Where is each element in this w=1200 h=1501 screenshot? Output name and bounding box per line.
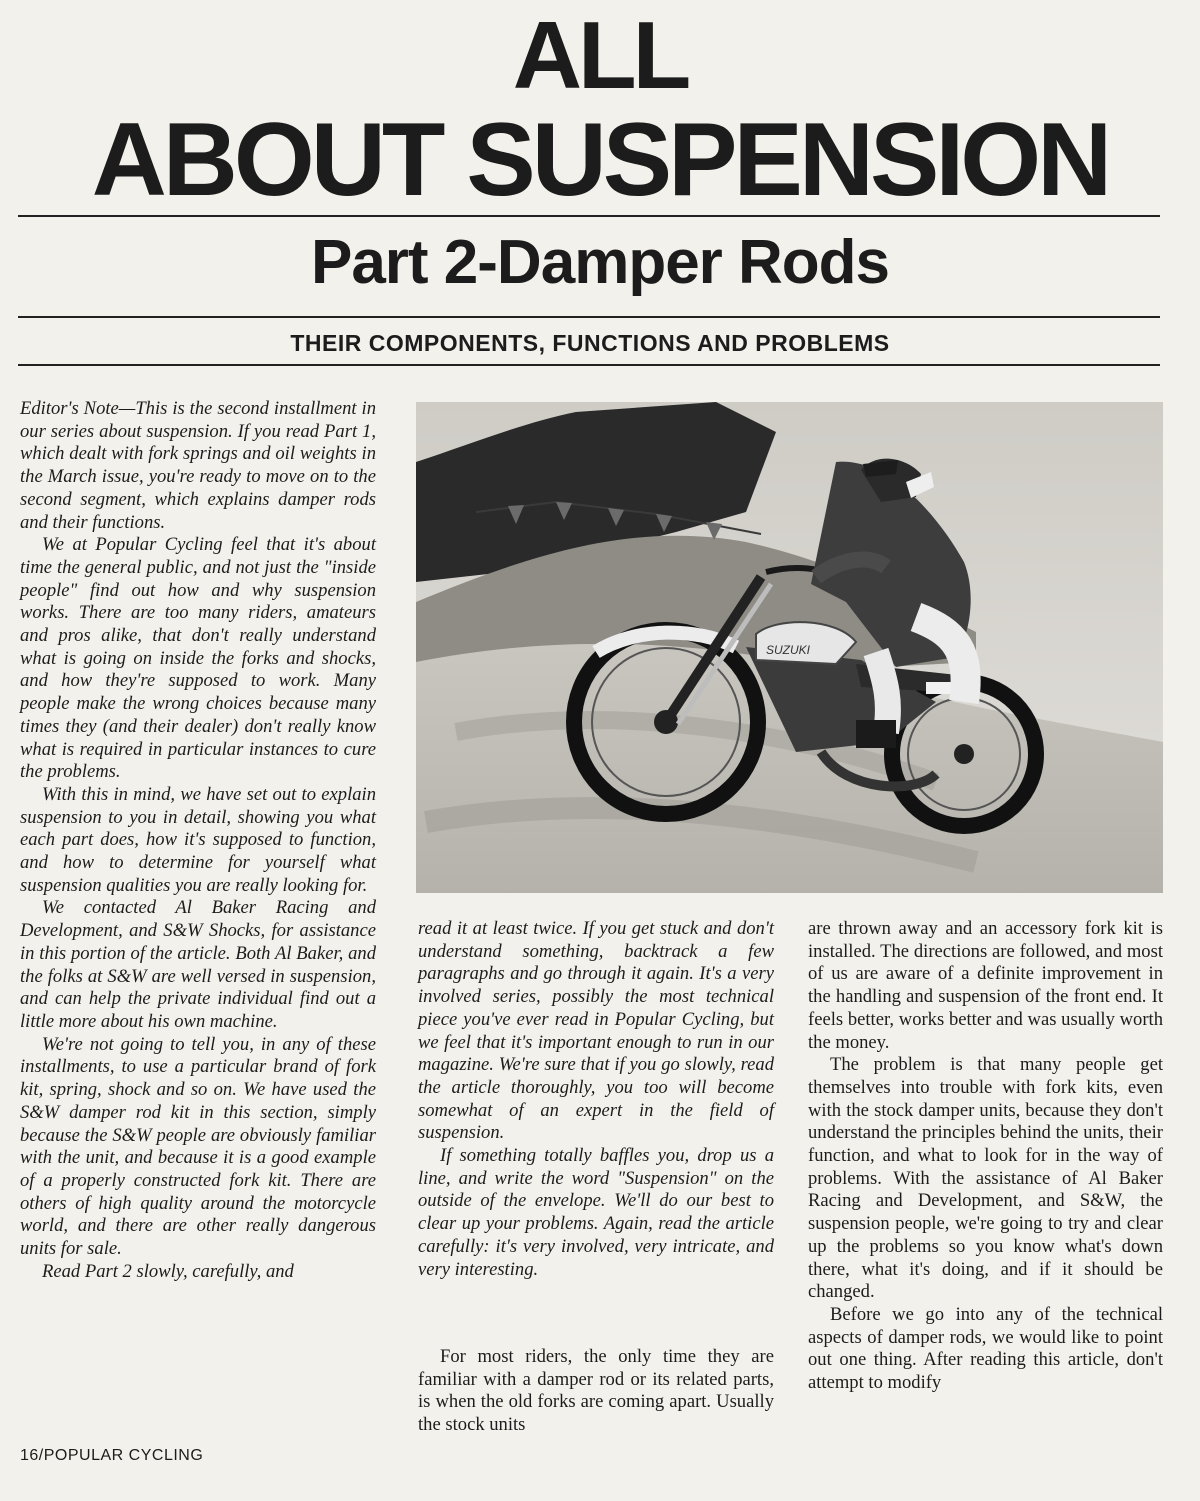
- subtitle: Part 2-Damper Rods: [310, 228, 890, 297]
- tank-lettering: SUZUKI: [766, 643, 811, 657]
- body-paragraph: For most riders, the only time they are familiar with a damper rod or its related parts, is when the old forks are coming apart. Usually the stock units: [418, 1346, 774, 1436]
- motorcycle-photo: [416, 402, 1163, 893]
- body-paragraph: Before we go into any of the technical aspects of damper rods, we would like to point out one thing. After reading this article, don't attempt to modify: [808, 1303, 1163, 1394]
- rule-middle: [18, 316, 1160, 318]
- page-folio: 16/POPULAR CYCLING: [20, 1447, 204, 1464]
- intro-paragraph: We're not going to tell you, in any of these installments, to use a particular brand of fork kit, spring, shock and so on. We have used the S&W damper rod kit in this section, simply because the S&W people are obviously familiar with the unit, and because it is a good example of a properly constructed fork kit. There are others of high quality around the motorcycle world, and there are other really dangerous units for sale.: [20, 1033, 376, 1260]
- intro-paragraph: Read Part 2 slowly, carefully, and: [42, 1260, 294, 1282]
- intro-paragraph: Editor's Note—This is the second installment in our series about suspension. If you read Part 1, which dealt with fork springs and oil weights in the March issue, you're ready to move on to the second segment, which explains damper rods and their functions.: [20, 398, 376, 533]
- body-paragraph-continued: are thrown away and an accessory fork kit is installed. The directions are followed, and most of us are aware of a definite improvement in the handling and suspension of the front end. It feels better, works better and was usually worth the money.: [808, 918, 1163, 1053]
- intro-paragraph: With this in mind, we have set out to explain suspension to you in detail, showing you what each part does, how it's supposed to function, and how to determine for yourself what suspension qualities you are really looking for.: [20, 783, 376, 896]
- column-3: [808, 918, 1163, 1395]
- headline-line-1: ALL: [512, 2, 688, 109]
- intro-paragraph: We contacted Al Baker Racing and Development, and S&W Shocks, for assistance in this portion of the article. Both Al Baker, and the folks at S&W are well versed in suspension, and can help the private individual find out a little more about his own machine.: [20, 897, 376, 1032]
- kicker-line: THEIR COMPONENTS, FUNCTIONS AND PROBLEMS: [290, 330, 890, 356]
- column-1-intro: [20, 398, 376, 1283]
- photo-illustration: [416, 402, 1163, 893]
- intro-paragraph: We at Popular Cycling feel that it's about time the general public, and not just the "inside people" find out how and why suspension works. There are too many riders, amateurs and pros alike, that don't really understand what is going on inside the forks and shocks, and how they're supposed to work. Many people make the wrong choices because many times they (and their dealer) don't really know what is required in particular instances to cure the problems.: [20, 534, 376, 783]
- body-paragraph: The problem is that many people get themselves into trouble with fork kits, even with the stock damper units, because they don't understand the principles behind the units, their function, and what to look for in the way of problems. With the assistance of Al Baker Racing and Development, and S&W, the suspension people, we're going to try and clear up the problems so you know what's down there, what it's doing, and if it should be changed.: [808, 1054, 1163, 1303]
- column-2: [418, 918, 774, 1303]
- rule-top: [18, 215, 1160, 217]
- column-2-body: [418, 1346, 774, 1437]
- headline-line-2: ABOUT SUSPENSION: [91, 102, 1109, 218]
- intro-paragraph-continued: read it at least twice. If you get stuck and don't understand something, backtrack a few paragraphs and go through it again. It's a very involved series, possibly the most technical piece you've ever read in Popular Cycling, but we feel that it's important enough to run in our magazine. We're sure that if you go slowly, read the article thoroughly, you too will become somewhat of an expert in the field of suspension.: [418, 918, 774, 1144]
- rule-bottom: [18, 364, 1160, 366]
- intro-paragraph: If something totally baffles you, drop us a line, and write the word "Suspension" on the outside of the envelope. We'll do our best to clear up your problems. Again, read the article carefully: it's very involved, very intricate, and very interesting.: [418, 1145, 774, 1280]
